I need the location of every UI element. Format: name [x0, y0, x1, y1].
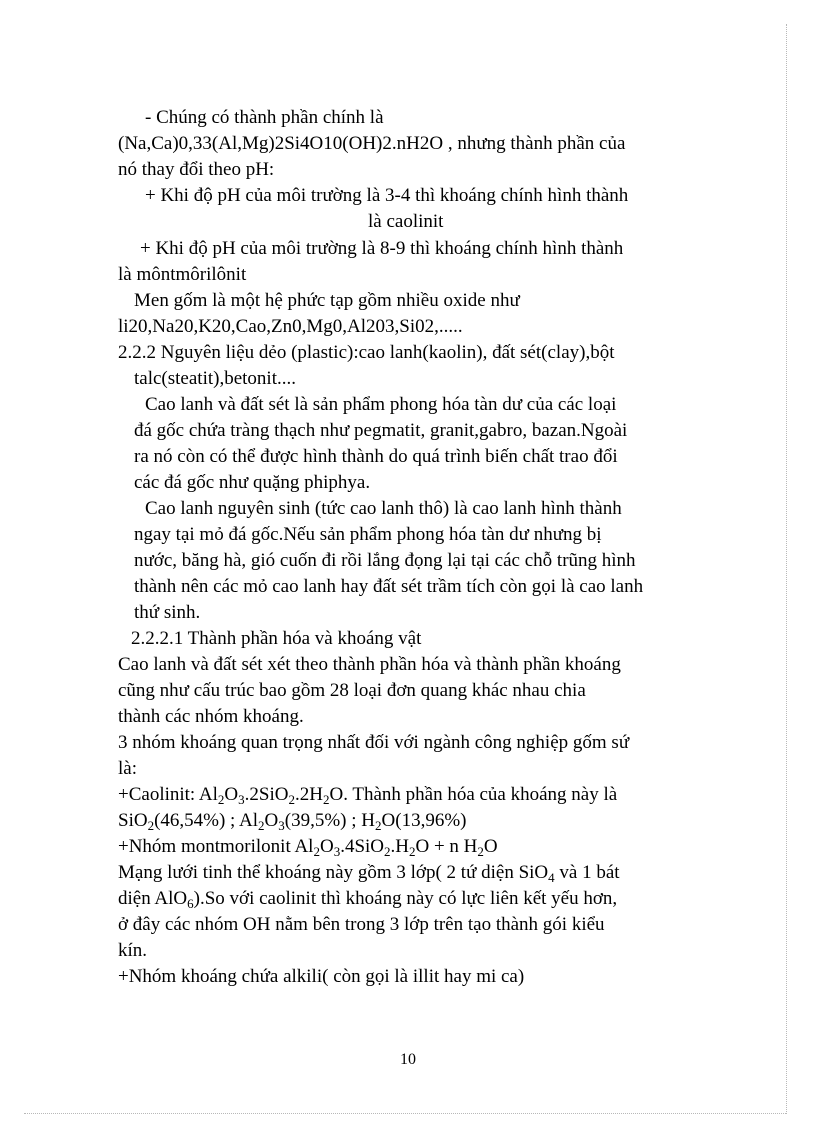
text-line: Cao lanh và đất sét là sản phẩm phong hóa tàn dư của các loại	[145, 394, 617, 415]
text-line: là:	[118, 758, 137, 779]
page-number: 10	[400, 1051, 416, 1068]
text-line: thứ sinh.	[134, 602, 201, 623]
text-line: li20,Na20,K20,Cao,Zn0,Mg0,Al203,Si02,.....	[118, 316, 463, 337]
page-border-right	[786, 24, 787, 1114]
section-heading: 2.2.2 Nguyên liệu dẻo (plastic):cao lanh(kaolin), đất sét(clay),bột	[118, 342, 615, 363]
text-line: + Khi độ pH của môi trường là 8-9 thì khoáng chính hình thành	[140, 238, 624, 259]
text-line: 3 nhóm khoáng quan trọng nhất đối với ngành công nghiệp gốm sứ	[118, 732, 630, 753]
text-line: các đá gốc như quặng phiphya.	[134, 472, 371, 493]
text-line: + Khi độ pH của môi trường là 3-4 thì khoáng chính hình thành	[145, 185, 629, 206]
text-line: thành nên các mỏ cao lanh hay đất sét trầm tích còn gọi là cao lanh	[134, 576, 644, 597]
subsection-heading: 2.2.2.1 Thành phần hóa và khoáng vật	[131, 628, 422, 649]
text-line: - Chúng có thành phần chính là	[145, 107, 384, 128]
text-line: Cao lanh nguyên sinh (tức cao lanh thô) là cao lanh hình thành	[145, 498, 622, 519]
formula-line: SiO$_2$(46,54%) ; $Al_2O_3(39,5\%)$ ; $H_2O(13,96\%)$	[118, 810, 467, 833]
text-line: ngay tại mỏ đá gốc.Nếu sản phẩm phong hóa tàn dư nhưng bị	[134, 524, 602, 545]
text-line: (Na,Ca)0,33(Al,Mg)2Si4O10(OH)2.nH2O , nhưng thành phần của	[118, 133, 626, 154]
text-line: ở đây các nhóm OH nằm bên trong 3 lớp trên tạo thành gói kiểu	[118, 914, 605, 935]
text-line: kín.	[118, 940, 148, 961]
text-line: là caolinit	[368, 211, 444, 232]
text-line: thành các nhóm khoáng.	[118, 706, 304, 727]
formula-line: Mạng lưới tinh thể khoáng này gồm 3 lớp( 2 tứ diện SiO$_4$ và 1 bát	[118, 862, 620, 885]
formula-line: +Nhóm montmorilonit $Al_2O_3.4SiO_2.H_2O + n$ $H_2O$	[118, 836, 498, 859]
text-line: talc(steatit),betonit....	[134, 368, 296, 389]
text-line: Cao lanh và đất sét xét theo thành phần hóa và thành phần khoáng	[118, 654, 621, 675]
text-line: cũng như cấu trúc bao gồm 28 loại đơn quang khác nhau chia	[118, 680, 586, 701]
text-line: là môntmôrilônit	[118, 264, 247, 285]
text-line: đá gốc chứa tràng thạch như pegmatit, granit,gabro, bazan.Ngoài	[134, 420, 628, 441]
text-line: nó thay đổi theo pH:	[118, 159, 275, 180]
formula-line: +Caolinit: $Al_2O_3.2SiO_2.2H_2O$. Thành phần hóa của khoáng này là	[118, 784, 618, 807]
text-line: ra nó còn có thể được hình thành do quá trình biến chất trao đổi	[134, 446, 618, 467]
page-border-bottom	[24, 1113, 786, 1114]
text-line: nước, băng hà, gió cuốn đi rồi lắng đọng lại tại các chỗ trũng hình	[134, 550, 636, 571]
formula-line: diện AlO$_6$).So với caolinit thì khoáng này có lực liên kết yếu hơn,	[118, 888, 618, 911]
text-line: Men gốm là một hệ phức tạp gồm nhiều oxide như	[134, 290, 520, 311]
text-line: +Nhóm khoáng chứa alkili( còn gọi là illit hay mi ca)	[118, 966, 525, 987]
